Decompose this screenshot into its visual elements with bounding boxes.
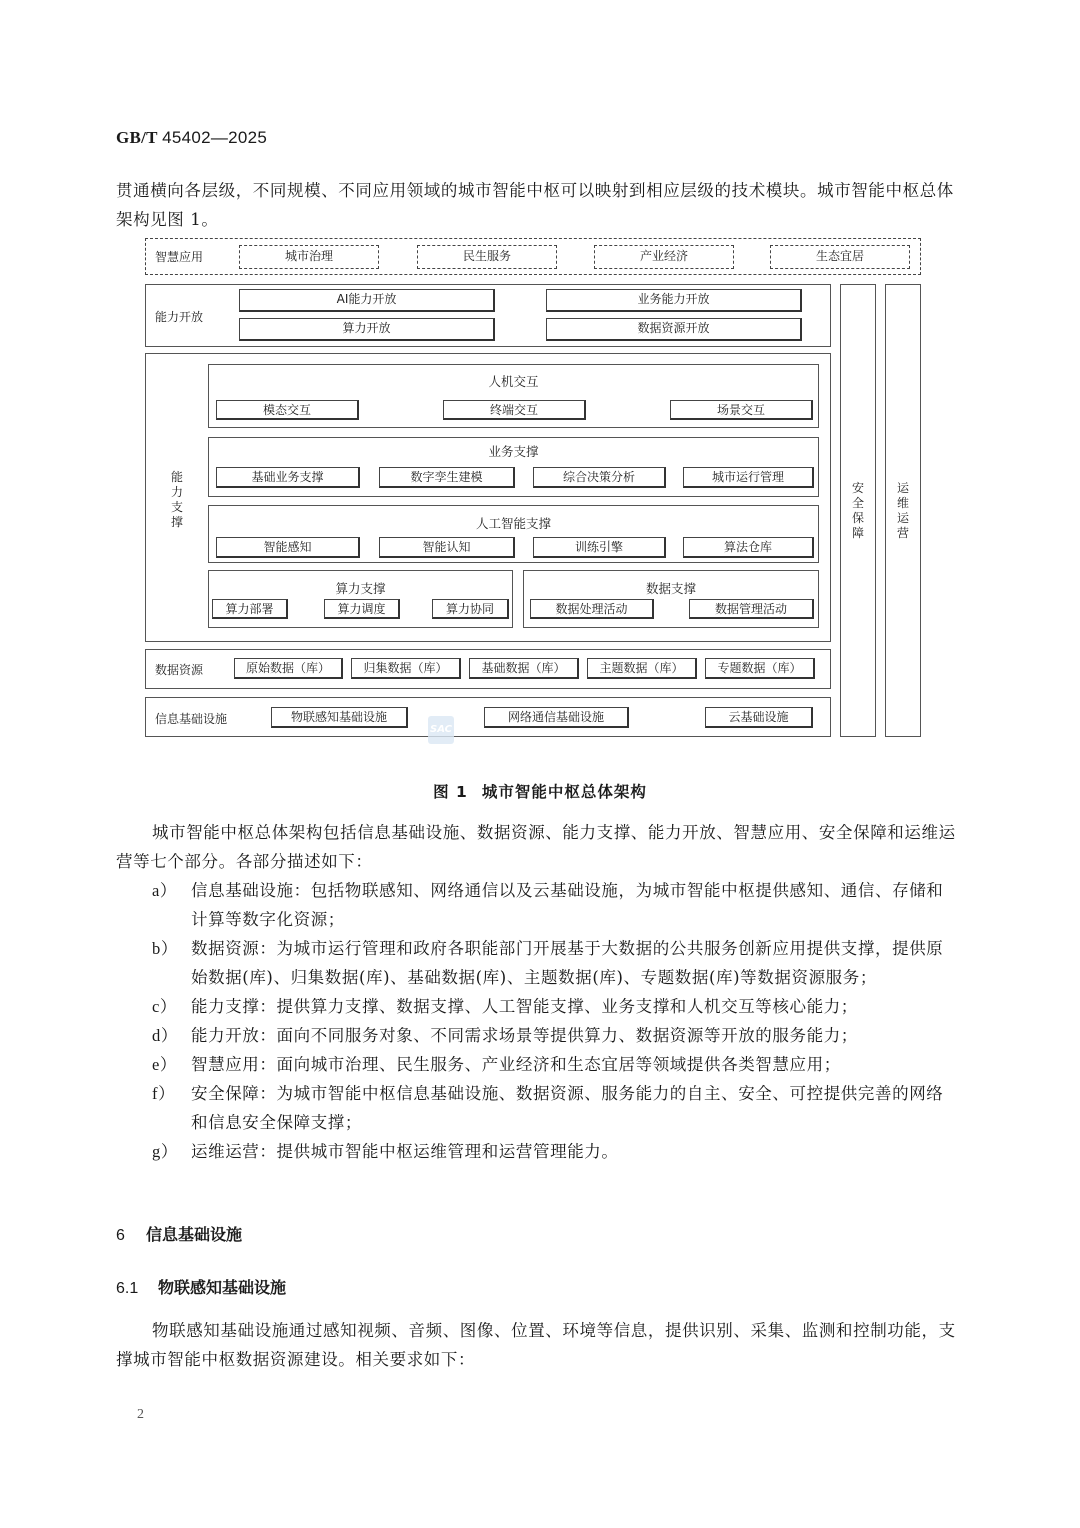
list-item (116, 1079, 956, 1137)
layer-label-info-infrastructure: 信息基础设施 (155, 712, 228, 726)
list-marker: d） (152, 1026, 178, 1045)
ai-support-item: 智能认知 (379, 537, 515, 558)
section-number: 6 (116, 1227, 125, 1244)
smart-app-item: 产业经济 (594, 245, 734, 269)
data-resource-item: 基础数据（库） (469, 658, 579, 679)
capability-open-item: 算力开放 (239, 318, 495, 341)
hci-item: 模态交互 (216, 400, 359, 420)
list-item-text: 数据资源：为城市运行管理和政府各职能部门开展基于大数据的公共服务创新应用提供支撑，提供原始数据(库)、归集数据(库)、基础数据(库)、主题数据(库)、专题数据(库)等数据资源服务； (191, 939, 944, 987)
list-item (116, 992, 956, 1021)
info-infra-item: 物联感知基础设施 (271, 707, 408, 728)
column-label-ops: 运维运营 (896, 481, 909, 540)
list-item-text: 智慧应用：面向城市治理、民生服务、产业经济和生态宜居等领域提供各类智慧应用； (191, 1055, 841, 1074)
section-title: 信息基础设施 (146, 1225, 243, 1244)
list-marker: c） (152, 997, 178, 1016)
data-resource-item: 主题数据（库） (587, 658, 697, 679)
list-marker: e） (152, 1055, 178, 1074)
data-support-item: 数据处理活动 (530, 599, 654, 619)
compute-support-item: 算力协同 (432, 599, 509, 619)
hci-item: 场景交互 (670, 400, 813, 420)
layer-label-capability-open: 能力开放 (155, 310, 204, 324)
figure-caption-number: 图 1 (433, 783, 468, 801)
list-marker: a） (152, 881, 178, 900)
layer-label-smart-application: 智慧应用 (155, 250, 204, 264)
list-marker: f） (152, 1084, 176, 1103)
list-item (116, 876, 956, 934)
data-resource-item: 原始数据（库） (234, 658, 343, 679)
info-infra-item: 云基础设施 (705, 707, 813, 728)
section-6-1-paragraph: 物联感知基础设施通过感知视频、音频、图像、位置、环境等信息，提供识别、采集、监测和控制功能，支撑城市智能中枢数据资源建设。相关要求如下： (116, 1321, 956, 1369)
figure-caption-title: 城市智能中枢总体架构 (481, 783, 647, 801)
section-title: 物联感知基础设施 (158, 1278, 287, 1297)
list-marker: g） (152, 1142, 178, 1161)
smart-app-item: 生态宜居 (770, 245, 910, 269)
standard-identifier (116, 128, 267, 148)
group-title-compute-support: 算力支撑 (335, 581, 386, 596)
smart-app-item: 城市治理 (239, 245, 379, 269)
ai-support-item: 训练引擎 (533, 537, 666, 558)
sac-watermark-icon: SAC (428, 716, 454, 744)
component-list (116, 876, 956, 1166)
business-support-item: 综合决策分析 (533, 467, 666, 488)
business-support-item: 数字孪生建模 (379, 467, 515, 488)
ai-support-item: 算法仓库 (683, 537, 814, 558)
hci-item: 终端交互 (443, 400, 586, 420)
intro-paragraph: 贯通横向各层级，不同规模、不同应用领域的城市智能中枢可以映射到相应层级的技术模块。城市智能中枢总体架构见图 1。 (116, 181, 954, 229)
page-number: 2 (137, 1407, 144, 1422)
list-item-text: 能力支撑：提供算力支撑、数据支撑、人工智能支撑、业务支撑和人机交互等核心能力； (191, 997, 858, 1016)
layer-label-data-resources: 数据资源 (155, 663, 204, 677)
group-title-ai-support: 人工智能支撑 (475, 516, 551, 531)
list-item-text: 能力开放：面向不同服务对象、不同需求场景等提供算力、数据资源等开放的服务能力； (191, 1026, 858, 1045)
smart-app-item: 民生服务 (417, 245, 557, 269)
info-infra-item: 网络通信基础设施 (484, 707, 629, 728)
body-paragraph: 城市智能中枢总体架构包括信息基础设施、数据资源、能力支撑、能力开放、智慧应用、安全保障和运维运营等七个部分。各部分描述如下： (116, 823, 956, 871)
business-support-item: 基础业务支撑 (216, 467, 360, 488)
ai-support-item: 智能感知 (216, 537, 360, 558)
list-item-text: 信息基础设施：包括物联感知、网络通信以及云基础设施，为城市智能中枢提供感知、通信、存储和计算等数字化资源； (191, 881, 944, 929)
compute-support-item: 算力部署 (212, 599, 288, 619)
layer-label-capability-support: 能力支撑 (170, 470, 183, 529)
standard-id-number: 45402—2025 (162, 128, 268, 147)
section-heading-6 (116, 1222, 242, 1245)
business-support-item: 城市运行管理 (683, 467, 814, 488)
section-number: 6.1 (116, 1280, 139, 1297)
column-label-security: 安全保障 (851, 481, 864, 540)
list-item-text: 运维运营：提供城市智能中枢运维管理和运营管理能力。 (191, 1142, 619, 1161)
list-item (116, 1021, 956, 1050)
list-item (116, 934, 956, 992)
list-item-text: 安全保障：为城市智能中枢信息基础设施、数据资源、服务能力的自主、安全、可控提供完善的网络和信息安全保障支撑； (191, 1084, 944, 1132)
group-title-data-support: 数据支撑 (645, 581, 696, 596)
compute-support-item: 算力调度 (324, 599, 400, 619)
data-resource-item: 归集数据（库） (351, 658, 461, 679)
data-support-item: 数据管理活动 (689, 599, 814, 619)
data-resource-item: 专题数据（库） (705, 658, 815, 679)
list-marker: b） (152, 939, 178, 958)
list-item (116, 1137, 956, 1166)
figure-caption (0, 780, 1080, 802)
list-item (116, 1050, 956, 1079)
capability-open-item: AI能力开放 (239, 289, 495, 312)
capability-open-item: 业务能力开放 (546, 289, 802, 312)
standard-id-prefix: GB/T (116, 128, 158, 147)
capability-open-item: 数据资源开放 (546, 318, 802, 341)
section-heading-6-1 (116, 1275, 286, 1298)
group-title-business-support: 业务支撑 (488, 444, 539, 459)
group-title-hci: 人机交互 (488, 374, 539, 389)
